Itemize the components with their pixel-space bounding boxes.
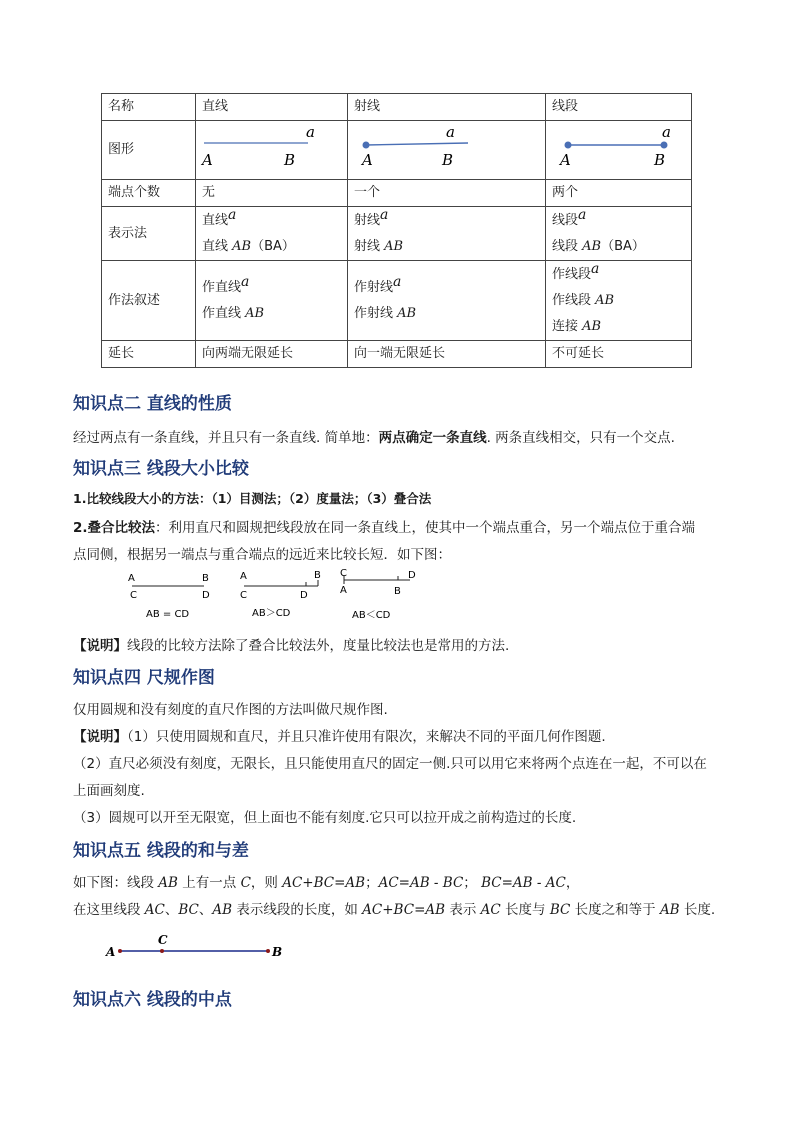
point-C <box>160 949 164 953</box>
label-A: A <box>240 571 247 582</box>
label-B: B <box>284 151 296 169</box>
cell-line: 作线段a <box>552 261 600 282</box>
label-A: A <box>202 151 213 169</box>
segment-figure <box>546 121 688 179</box>
cell-line: 连接 AB <box>552 319 602 334</box>
table-cell <box>348 261 546 341</box>
table-cell: 端点个数 <box>102 180 196 207</box>
label-D: D <box>408 570 416 581</box>
ray-mark <box>366 143 468 145</box>
table-row <box>102 341 692 368</box>
line-figure <box>196 121 346 179</box>
paragraph: 在这里线段 AC、BC、AB 表示线段的长度，如 AC+BC=AB 表示 AC 长度与 BC 长度之和等于 AB 长度. <box>73 902 716 918</box>
label-B: B <box>442 151 454 169</box>
label-D: D <box>202 590 210 601</box>
comparison-table <box>101 93 692 368</box>
ray-figure-cell <box>348 121 546 180</box>
paragraph: 经过两点有一条直线，并且只有一条直线. 简单地：两点确定一条直线. 两条直线相交，只有一个交点. <box>73 430 675 446</box>
line-figure-cell <box>196 121 348 180</box>
cell-line: 作射线a <box>354 274 402 295</box>
table-cell: 延长 <box>102 341 196 368</box>
table-cell: 无 <box>196 180 348 207</box>
table-cell: 直线 <box>196 94 348 121</box>
table-cell: 线段 <box>546 94 692 121</box>
label-B: B <box>314 570 321 581</box>
label-A: A <box>128 573 135 584</box>
table-row <box>102 207 692 261</box>
ray-figure <box>348 121 544 179</box>
table-cell <box>196 207 348 261</box>
section-heading: 知识点四 尺规作图 <box>73 668 215 688</box>
table-cell: 表示法 <box>102 207 196 261</box>
cell-line: 射线 AB <box>354 239 404 254</box>
paragraph: 点同侧，根据另一端点与重合端点的远近来比较长短．如下图： <box>73 547 451 563</box>
label-B: B <box>272 945 283 959</box>
paragraph: 1.比较线段大小的方法：（1）目测法；（2）度量法；（3）叠合法 <box>73 491 432 506</box>
paragraph: 仅用圆规和没有刻度的直尺作图的方法叫做尺规作图. <box>73 702 388 718</box>
caption: AB = CD <box>146 609 190 620</box>
label-C: C <box>340 568 347 579</box>
cell-line: 作直线a <box>202 274 250 295</box>
table-row <box>102 180 692 207</box>
table-cell: 两个 <box>546 180 692 207</box>
section-heading: 知识点三 线段大小比较 <box>73 459 249 479</box>
paragraph: 【说明】（1）只使用圆规和直尺，并且只准许使用有限次，来解决不同的平面几何作图题. <box>73 729 606 745</box>
label-B: B <box>202 573 209 584</box>
cell-line: 作直线 AB <box>202 306 265 321</box>
label-A: A <box>560 151 571 169</box>
table-cell: 不可延长 <box>546 341 692 368</box>
section-heading: 知识点二 直线的性质 <box>73 394 232 414</box>
segment-sum-figure <box>100 930 300 964</box>
label-A: A <box>340 585 347 596</box>
table-cell: 图形 <box>102 121 196 180</box>
paragraph: （2）直尺必须没有刻度，无限长，且只能使用直尺的固定一侧.只可以用它来将两个点连在一起，不可以在 <box>73 756 707 772</box>
table-cell: 射线 <box>348 94 546 121</box>
table-cell: 向一端无限延长 <box>348 341 546 368</box>
label-a: a <box>306 123 315 141</box>
cell-line: 线段 AB（BA） <box>552 239 645 254</box>
cell-line: 直线a <box>202 207 237 228</box>
segment-comparison-figure <box>122 568 422 626</box>
point-A <box>118 949 122 953</box>
label-D: D <box>300 590 308 601</box>
label-C: C <box>130 590 137 601</box>
table-row <box>102 121 692 180</box>
caption: AB＞CD <box>252 608 291 619</box>
table-cell: 名称 <box>102 94 196 121</box>
label-B: B <box>654 151 666 169</box>
segment-endpoint-b <box>661 142 668 149</box>
table-cell: 向两端无限延长 <box>196 341 348 368</box>
section-heading: 知识点五 线段的和与差 <box>73 841 249 861</box>
label-a: a <box>446 123 455 141</box>
paragraph: 上面画刻度. <box>73 783 145 799</box>
label-a: a <box>662 123 671 141</box>
paragraph: 2.叠合比较法：利用直尺和圆规把线段放在同一条直线上，使其中一个端点重合，另一个端点位于重合端 <box>73 520 696 536</box>
ray-endpoint <box>363 142 370 149</box>
label-A: A <box>106 945 116 959</box>
label-B: B <box>394 586 401 597</box>
cell-line: 线段a <box>552 207 587 228</box>
table-cell <box>546 261 692 341</box>
label-A: A <box>362 151 373 169</box>
cell-line: 直线 AB（BA） <box>202 239 295 254</box>
label-C: C <box>158 933 168 947</box>
segment-figure-cell <box>546 121 692 180</box>
paragraph: 如下图：线段 AB 上有一点 C，则 AC+BC=AB；AC=AB - BC； BC=AB - AC， <box>73 875 580 891</box>
cell-line: 作射线 AB <box>354 306 417 321</box>
table-row <box>102 94 692 121</box>
table-cell <box>196 261 348 341</box>
table-cell: 一个 <box>348 180 546 207</box>
section-heading: 知识点六 线段的中点 <box>73 990 232 1010</box>
paragraph: 【说明】线段的比较方法除了叠合比较法外，度量比较法也是常用的方法. <box>73 638 510 654</box>
point-B <box>266 949 270 953</box>
caption: AB＜CD <box>352 610 391 621</box>
segment-endpoint-a <box>565 142 572 149</box>
table-cell: 作法叙述 <box>102 261 196 341</box>
table-cell <box>546 207 692 261</box>
table-cell <box>348 207 546 261</box>
table-row <box>102 261 692 341</box>
paragraph: （3）圆规可以开至无限宽，但上面也不能有刻度.它只可以拉开成之前构造过的长度. <box>73 810 577 826</box>
cell-line: 作线段 AB <box>552 293 615 308</box>
label-C: C <box>240 590 247 601</box>
cell-line: 射线a <box>354 207 389 228</box>
